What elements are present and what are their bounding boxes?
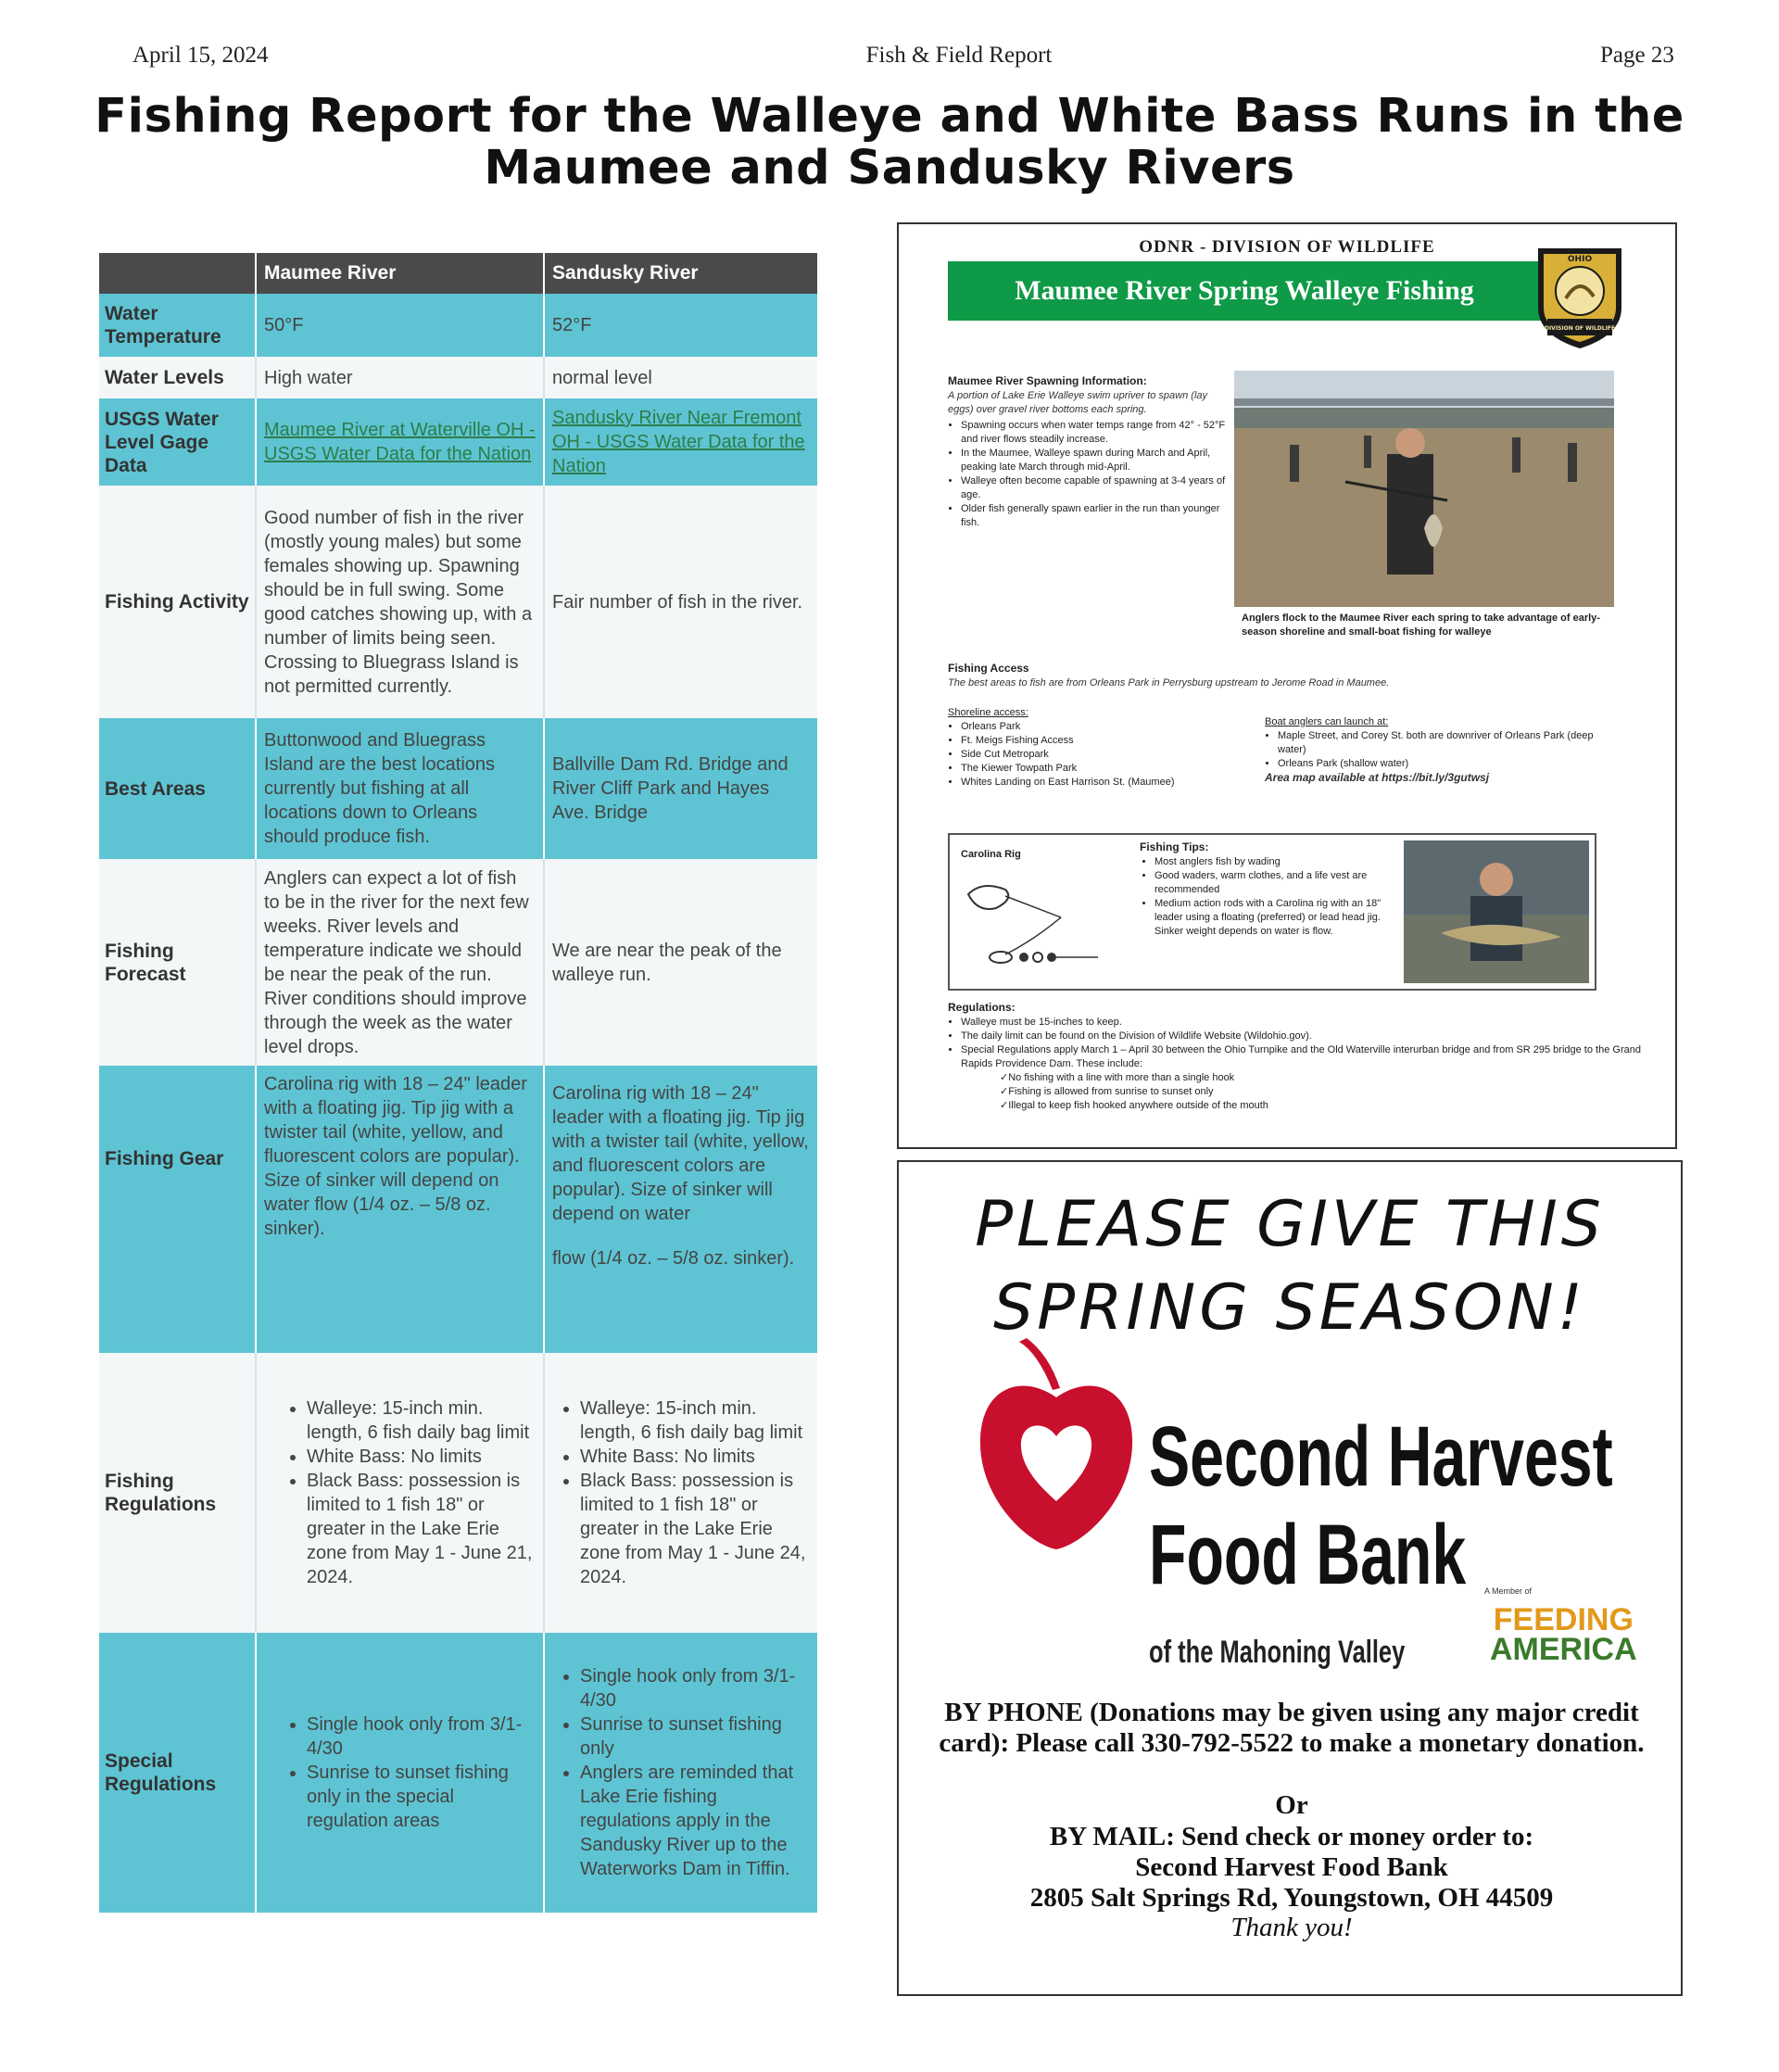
boat-title: Boat anglers can launch at:: [1265, 716, 1389, 727]
sandusky-value: We are near the peak of the walleye run.: [543, 859, 817, 1066]
wildlife-seal-icon: [1529, 243, 1631, 352]
spawning-title: Maumee River Spawning Information:: [948, 374, 1147, 387]
anglers-river-photo: [1234, 371, 1614, 607]
ad-headline-line-2: SPRING SEASON!: [992, 1271, 1587, 1345]
feeding-text: FEEDING: [1493, 1602, 1634, 1637]
org-name-line-1: Second Harvest: [1149, 1409, 1613, 1504]
maumee-value: High water: [255, 357, 543, 398]
fishing-tips: [1140, 840, 1404, 939]
list-item: • Special Regulations apply March 1 – April 30 between the Ohio Turnpike and the Old Waterville interurban bridge and from SR 295 bridge to the Grand Rapids Providence Dam. These include:: [961, 1043, 1652, 1071]
list-item: • Orleans Park (shallow water): [1278, 757, 1617, 771]
header-blank: [99, 253, 255, 294]
row-special-regulations: [99, 1633, 817, 1913]
row-water-levels: [99, 357, 817, 398]
photo-caption: Anglers flock to the Maumee River each spring to take advantage of early-season shoreline and small-boat fishing for walleye: [1242, 613, 1600, 638]
list-item: • Single hook only from 3/1-4/30: [307, 1712, 536, 1761]
row-fishing-forecast: [99, 859, 817, 1066]
row-fishing-regulations: [99, 1353, 817, 1633]
maumee-regulations-list: [275, 1396, 536, 1589]
row-label: Water Temperature: [105, 303, 221, 347]
list-item: • Spawning occurs when water temps range from 42° - 52°F and river flows steadily increase.: [961, 419, 1226, 447]
list-item: • Sunrise to sunset fishing only: [580, 1712, 810, 1761]
header-sandusky: Sandusky River: [543, 253, 817, 294]
list-item: • Black Bass: possession is limited to 1 fish 18" or greater in the Lake Erie zone from May 1 - June 24, 2024.: [580, 1469, 810, 1589]
issue-date: April 15, 2024: [132, 43, 269, 68]
page-number: Page 23: [1600, 43, 1674, 68]
shoreline-access: [948, 706, 1254, 790]
org-name-line-2: Food Bank: [1149, 1508, 1467, 1602]
seal-bottom-text: DIVISION OF WILDLIFE: [1544, 325, 1616, 332]
fishing-tips-box: [948, 833, 1596, 991]
sandusky-value: 52°F: [543, 294, 817, 357]
list-item: • In the Maumee, Walleye spawn during March and April, peaking late March through mid-April.: [961, 447, 1226, 474]
food-bank-donation-ad: [897, 1160, 1683, 1996]
list-item: • Most anglers fish by wading: [1154, 855, 1404, 869]
maumee-usgs-link[interactable]: Maumee River at Waterville OH - USGS Water Data for the Nation: [264, 420, 536, 464]
list-item: • Anglers are reminded that Lake Erie fishing regulations apply in the Sandusky River up to the Waterworks Dam in Tiffin.: [580, 1761, 810, 1881]
area-map-link[interactable]: Area map available at https://bit.ly/3gutwsj: [1265, 771, 1490, 784]
list-item: Illegal to keep fish hooked anywhere outside of the mouth: [1008, 1100, 1268, 1111]
feeding-america-logo: [1490, 1602, 1637, 1667]
maumee-value: Good number of fish in the river (mostly young males) but some females showing up. Spawning should be in full swing. Some good catches showing up, with a number of limits being seen. Crossing to Bluegrass Island is not permitted currently.: [255, 486, 543, 718]
list-item: • Maple Street, and Corey St. both are downriver of Orleans Park (deep water): [1278, 729, 1617, 757]
row-label: Fishing Regulations: [105, 1471, 217, 1515]
sandusky-value-continued: flow (1/4 oz. – 5/8 oz. sinker).: [552, 1248, 795, 1269]
check-icon: ✓: [1000, 1086, 1009, 1097]
maumee-value: Anglers can expect a lot of fish to be in the river for the next few weeks. River levels and temperature indicate we should be near the peak of the run. River conditions should improve through the week as the water level drops.: [255, 859, 543, 1066]
access-intro: The best areas to fish are from Orleans Park in Perrysburg upstream to Jerome Road in Maumee.: [948, 677, 1390, 689]
shoreline-title: Shoreline access:: [948, 707, 1028, 718]
maumee-special-list: [275, 1712, 536, 1833]
row-best-areas: [99, 718, 817, 859]
sandusky-special-list: [549, 1664, 810, 1881]
list-item: • Good waders, warm clothes, and a life vest are recommended: [1154, 869, 1404, 897]
row-label: USGS Water Level Gage Data: [105, 408, 219, 476]
sandusky-value: Carolina rig with 18 – 24" leader with a floating jig. Tip jig with a twister tail (white, yellow, and fluorescent colors are popular). Size of sinker will depend on water: [552, 1083, 809, 1224]
row-water-temperature: [99, 294, 817, 357]
fishing-report-table: [99, 253, 817, 1913]
list-item: • Side Cut Metropark: [961, 748, 1254, 762]
flyer-banner: Maumee River Spring Walleye Fishing: [948, 261, 1541, 321]
member-of-label: A Member of: [1484, 1586, 1533, 1596]
odnr-header: ODNR - DIVISION OF WILDLIFE: [1139, 237, 1435, 257]
seal-top-text: OHIO: [1567, 255, 1593, 264]
mail-address: 2805 Salt Springs Rd, Youngstown, OH 44509: [1029, 1883, 1554, 1913]
row-fishing-gear: [99, 1066, 817, 1353]
list-item: • Ft. Meigs Fishing Access: [961, 734, 1254, 748]
list-item: • Older fish generally spawn earlier in the run than younger fish.: [961, 502, 1226, 530]
row-label: Best Areas: [105, 777, 206, 800]
list-item: • White Bass: No limits: [580, 1445, 810, 1469]
regulations-title: Regulations:: [948, 1001, 1016, 1014]
mail-recipient: Second Harvest Food Bank: [1135, 1852, 1448, 1882]
row-label: Fishing Forecast: [105, 940, 186, 985]
sandusky-value: normal level: [543, 357, 817, 398]
list-item: • Walleye: 15-inch min. length, 6 fish daily bag limit: [580, 1396, 810, 1445]
check-icon: ✓: [1000, 1072, 1009, 1083]
list-item: • Walleye: 15-inch min. length, 6 fish daily bag limit: [307, 1396, 536, 1445]
regulations-section: [948, 1001, 1652, 1113]
donate-by-phone: BY PHONE (Donations may be given using any major credit card): Please call 330-792-5522 to make a monetary donation.: [939, 1698, 1645, 1758]
list-item: • Black Bass: possession is limited to 1 fish 18" or greater in the Lake Erie zone from May 1 - June 21, 2024.: [307, 1469, 536, 1589]
or-divider: Or: [1275, 1790, 1308, 1820]
list-item: • Single hook only from 3/1-4/30: [580, 1664, 810, 1712]
row-fishing-activity: [99, 486, 817, 718]
maumee-value: 50°F: [255, 294, 543, 357]
list-item: • Walleye must be 15-inches to keep.: [961, 1016, 1652, 1030]
row-usgs-gage: [99, 398, 817, 486]
publication-name: Fish & Field Report: [865, 43, 1053, 68]
odnr-walleye-flyer: [897, 222, 1677, 1149]
check-icon: ✓: [1000, 1100, 1009, 1111]
list-item: • The daily limit can be found on the Division of Wildlife Website (Wildohio.gov).: [961, 1030, 1652, 1043]
spawning-info: [948, 374, 1226, 530]
angler-holding-walleye-photo: [1404, 840, 1589, 983]
carolina-rig-diagram-icon: [959, 866, 1135, 978]
list-item: Fishing is allowed from sunrise to sunset only: [1008, 1086, 1214, 1097]
list-item: • Whites Landing on East Harrison St. (Maumee): [961, 776, 1254, 790]
apple-heart-logo-icon: [973, 1334, 1140, 1557]
list-item: • Orleans Park: [961, 720, 1254, 734]
boat-access: [1265, 715, 1617, 786]
sandusky-regulations-list: [549, 1396, 810, 1589]
row-label: Water Levels: [105, 367, 224, 388]
thank-you: Thank you!: [1230, 1913, 1353, 1942]
header-maumee: Maumee River: [255, 253, 543, 294]
list-item: • Medium action rods with a Carolina rig with an 18" leader using a floating (preferred) or lead head jig. Sinker weight depends on water is flow.: [1154, 897, 1404, 939]
sandusky-usgs-link[interactable]: Sandusky River Near Fremont OH - USGS Water Data for the Nation: [552, 408, 805, 476]
list-item: • White Bass: No limits: [307, 1445, 536, 1469]
maumee-value: Buttonwood and Bluegrass Island are the best locations currently but fishing at all locations down to Orleans should produce fish.: [255, 718, 543, 859]
fishing-access: [948, 662, 1596, 690]
list-item: • The Kiewer Towpath Park: [961, 762, 1254, 776]
access-title: Fishing Access: [948, 662, 1029, 675]
america-text: AMERICA: [1490, 1632, 1637, 1667]
ad-headline-line-1: PLEASE GIVE THIS: [975, 1188, 1605, 1261]
rig-label: Carolina Rig: [961, 849, 1021, 860]
list-item: • Walleye often become capable of spawning at 3-4 years of age.: [961, 474, 1226, 502]
sandusky-value: Ballville Dam Rd. Bridge and River Cliff Park and Hayes Ave. Bridge: [543, 718, 817, 859]
page-title: Fishing Report for the Walleye and White Bass Runs in the Maumee and Sandusky Rivers: [95, 89, 1684, 196]
donate-by-mail: BY MAIL: Send check or money order to:: [1049, 1822, 1534, 1851]
maumee-value: Carolina rig with 18 – 24" leader with a floating jig. Tip jig with a twister tail (white, yellow, and fluorescent colors are popular). Size of sinker will depend on water flow (1/4 oz. – 5/8 oz. sinker).: [255, 1066, 543, 1353]
sandusky-value: Fair number of fish in the river.: [543, 486, 817, 718]
list-item: No fishing with a line with more than a single hook: [1008, 1072, 1235, 1083]
list-item: • Sunrise to sunset fishing only in the special regulation areas: [307, 1761, 536, 1833]
row-label: Fishing Gear: [105, 1148, 224, 1169]
tips-title: Fishing Tips:: [1140, 840, 1209, 853]
row-label: Special Regulations: [105, 1750, 217, 1795]
spawning-intro: A portion of Lake Erie Walleye swim upriver to spawn (lay eggs) over gravel river bottoms each spring.: [948, 390, 1208, 415]
org-subtitle: of the Mahoning Valley: [1149, 1635, 1406, 1670]
row-label: Fishing Activity: [105, 591, 249, 613]
table-header-row: [99, 253, 817, 294]
